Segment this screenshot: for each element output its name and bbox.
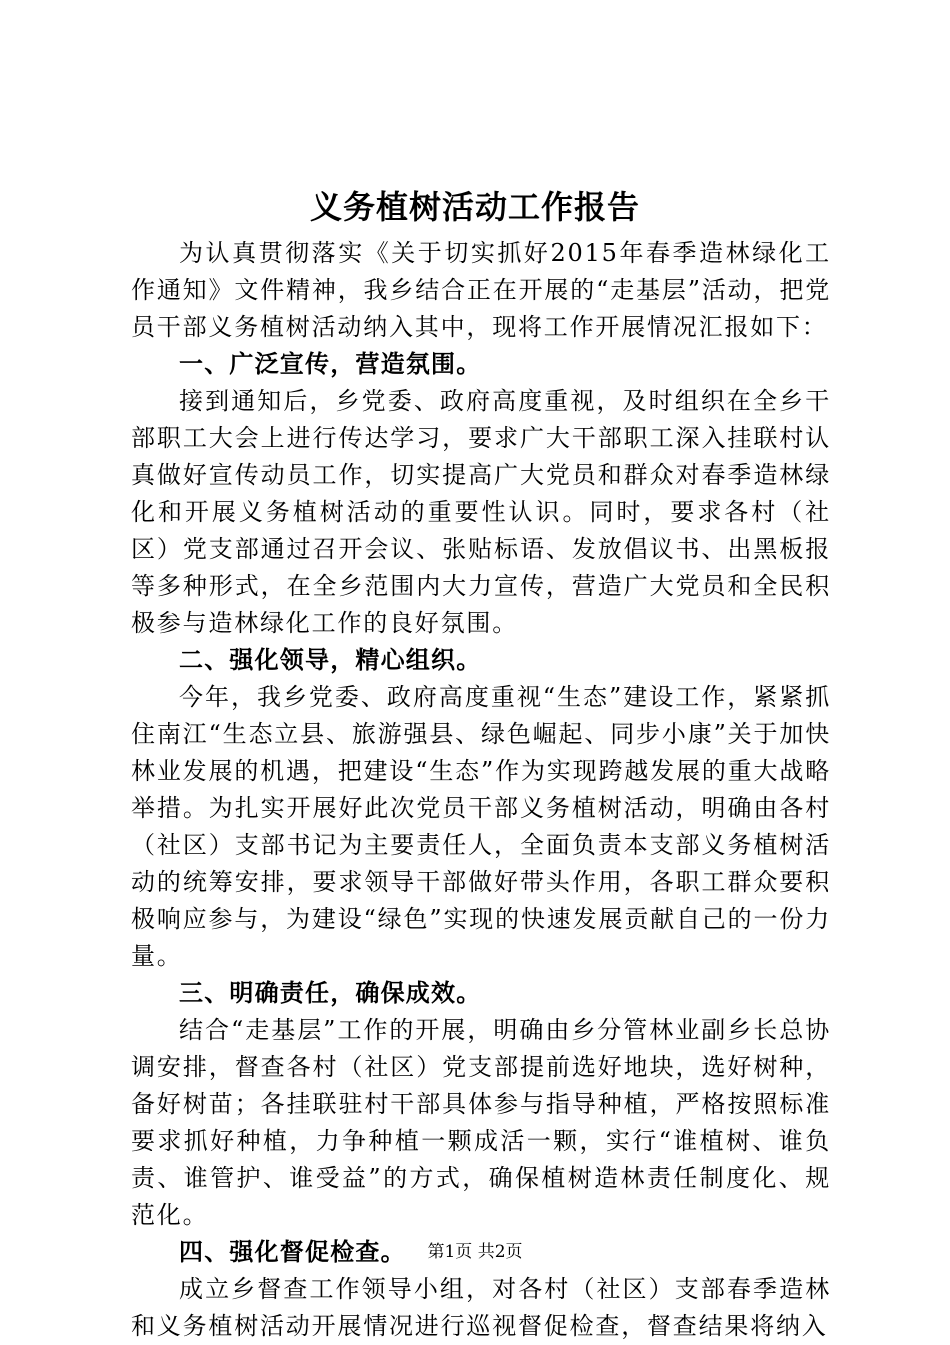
section-heading-4: 四、强化督促检查。	[179, 1238, 406, 1266]
page-number-footer: 第1页 共2页	[427, 1242, 523, 1262]
intro-paragraph: 为认真贯彻落实《关于切实抓好2015年春季造林绿化工作通知》文件精神，我乡结合正在开展的“走基层”活动，把党员干部义务植树活动纳入其中，现将工作开展情况汇报如下：	[131, 239, 831, 341]
document-body	[131, 235, 831, 1345]
section-heading-3: 三、明确责任，确保成效。	[179, 979, 482, 1007]
section-paragraph-3: 结合“走基层”工作的开展，明确由乡分管林业副乡长总协调安排，督查各村（社区）党支部提前选好地块，选好树种，备好树苗；各挂联驻村干部具体参与指导种植，严格按照标准要求抓好种植，力争种植一颗成活一颗，实行“谁植树、谁负责、谁管护、谁受益”的方式，确保植树造林责任制度化、规范化。	[131, 1016, 831, 1229]
section-paragraph-2: 今年，我乡党委、政府高度重视“生态”建设工作，紧紧抓住南江“生态立县、旅游强县、绿色崛起、同步小康”关于加快林业发展的机遇，把建设“生态”作为实现跨越发展的重大战略举措。为扎实开展好此次党员干部义务植树活动，明确由各村（社区）支部书记为主要责任人，全面负责本支部义务植树活动的统筹安排，要求领导干部做好带头作用，各职工群众要积极响应参与，为建设“绿色”实现的快速发展贡献自己的一份力量。	[131, 683, 831, 970]
section-heading-2: 二、强化领导，精心组织。	[179, 646, 482, 674]
section-paragraph-4: 成立乡督查工作领导小组，对各村（社区）支部春季造林和义务植树活动开展情况进行巡视督促检查，督查结果将纳入	[131, 1275, 831, 1340]
document-title: 义务植树活动工作报告	[309, 188, 640, 226]
section-heading-1: 一、广泛宣传，营造氛围。	[179, 350, 482, 378]
section-paragraph-1: 接到通知后，乡党委、政府高度重视，及时组织在全乡干部职工大会上进行传达学习，要求广大干部职工深入挂联村认真做好宣传动员工作，切实提高广大党员和群众对春季造林绿化和开展义务植树活动的重要性认识。同时，要求各村（社区）党支部通过召开会议、张贴标语、发放倡议书、出黑板报等多种形式，在全乡范围内大力宣传，营造广大党员和全民积极参与造林绿化工作的良好氛围。	[131, 387, 831, 637]
